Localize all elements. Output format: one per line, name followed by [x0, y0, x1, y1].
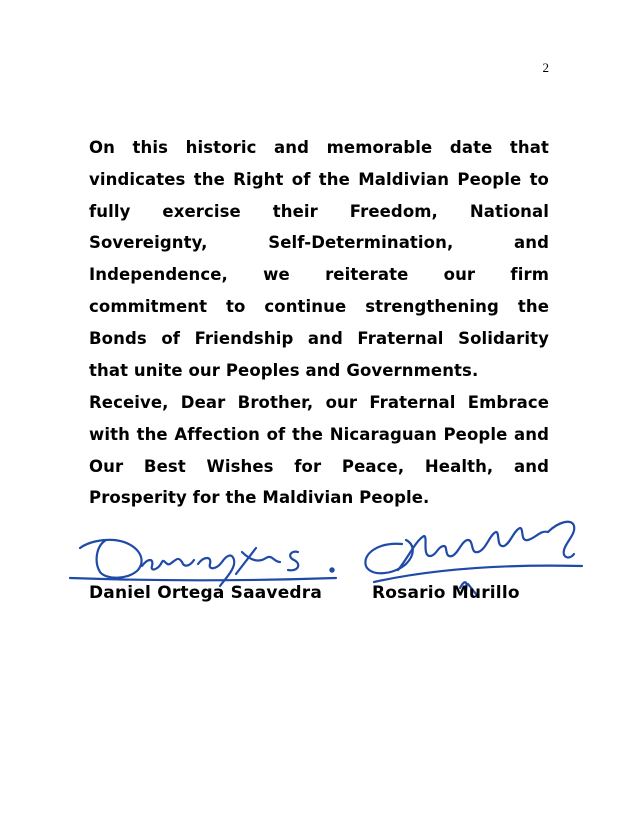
signature-ortega	[66, 522, 341, 590]
letter-paragraph-2: Receive, Dear Brother, our Fraternal Embrace with the Affection of the Nicaraguan People and Our Best Wishes for Peace, Health, and Prosperity for the Maldivian People.	[89, 393, 549, 508]
signer-name-ortega: Daniel Ortega Saavedra	[89, 583, 323, 603]
signer-name-murillo: Rosario Murillo	[372, 583, 520, 603]
letter-paragraph-1: On this historic and memorable date that vindicates the Right of the Maldivian People to fully exercise their Freedom, National Sovereignty, Self-Determination, and Independence, we reiterate our firm commitment to continue strengthening the Bonds of Friendship and Fraternal Solidarity that unite our Peoples and Governments.	[89, 138, 549, 380]
page-number: 2	[542, 60, 549, 75]
